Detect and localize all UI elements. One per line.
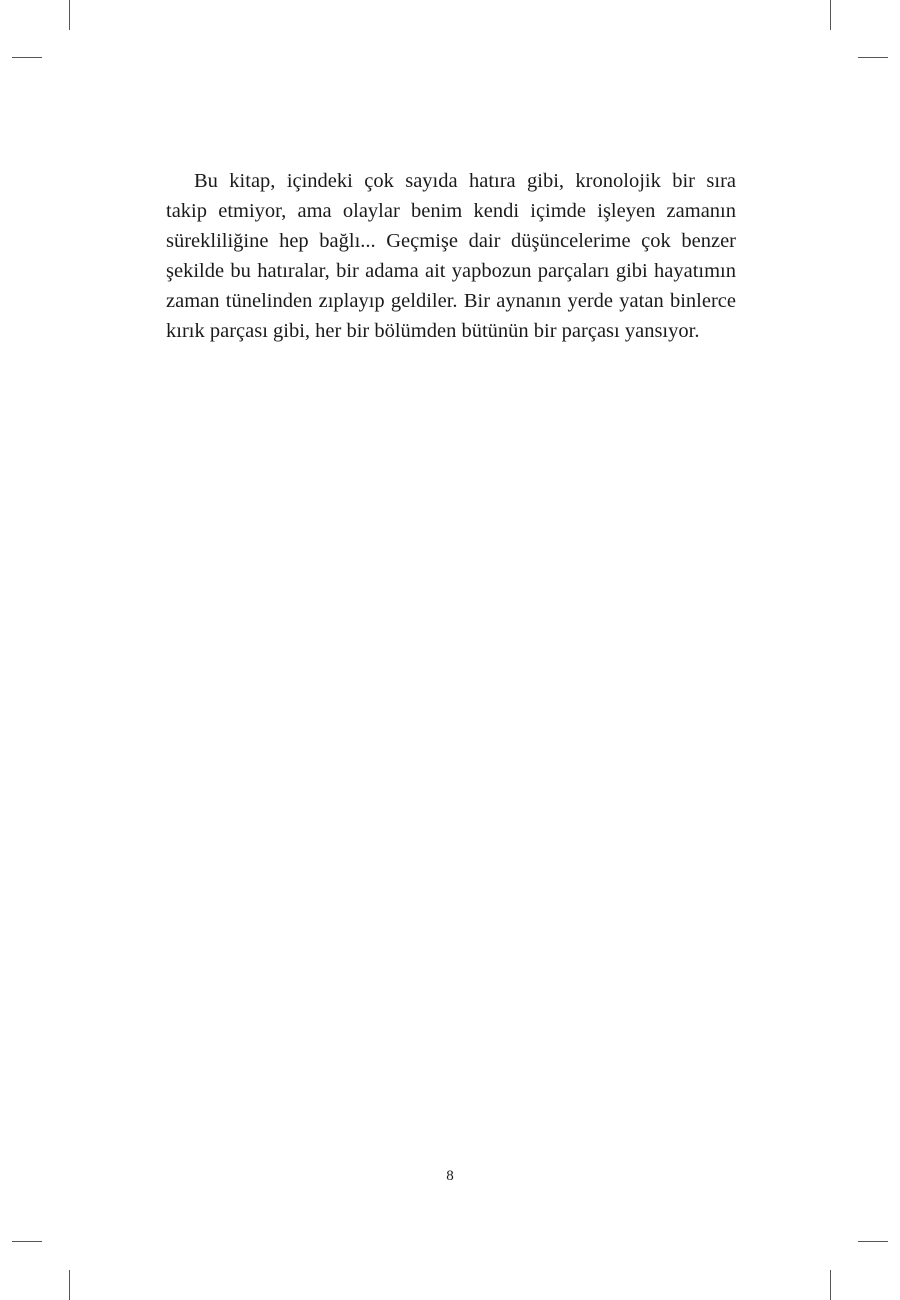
- crop-mark-bottom-left-vertical: [69, 1270, 70, 1300]
- crop-mark-bottom-right-horizontal: [858, 1241, 888, 1242]
- page-number: 8: [446, 1168, 454, 1184]
- crop-mark-top-right-horizontal: [858, 57, 888, 58]
- paragraph-line: kırık parçası gibi, her bir bölümden bütünün bir parçası yansıyor.: [166, 320, 700, 342]
- crop-mark-top-right-vertical: [830, 0, 831, 30]
- paragraph-line: sürekliliğine hep bağlı... Geçmişe dair düşüncelerime çok benzer: [166, 230, 736, 252]
- paragraph-line: Bu kitap, içindeki çok sayıda hatıra gibi, kronolojik bir sıra: [194, 170, 736, 192]
- paragraph-line: şekilde bu hatıralar, bir adama ait yapbozun parçaları gibi hayatımın: [166, 260, 736, 282]
- crop-mark-top-left-vertical: [69, 0, 70, 30]
- paragraph-line: takip etmiyor, ama olaylar benim kendi içimde işleyen zamanın: [166, 200, 736, 222]
- body-paragraph: [166, 166, 736, 346]
- crop-mark-top-left-horizontal: [12, 57, 42, 58]
- crop-mark-bottom-right-vertical: [830, 1270, 831, 1300]
- paragraph-line: zaman tünelinden zıplayıp geldiler. Bir aynanın yerde yatan binlerce: [166, 290, 736, 312]
- crop-mark-bottom-left-horizontal: [12, 1241, 42, 1242]
